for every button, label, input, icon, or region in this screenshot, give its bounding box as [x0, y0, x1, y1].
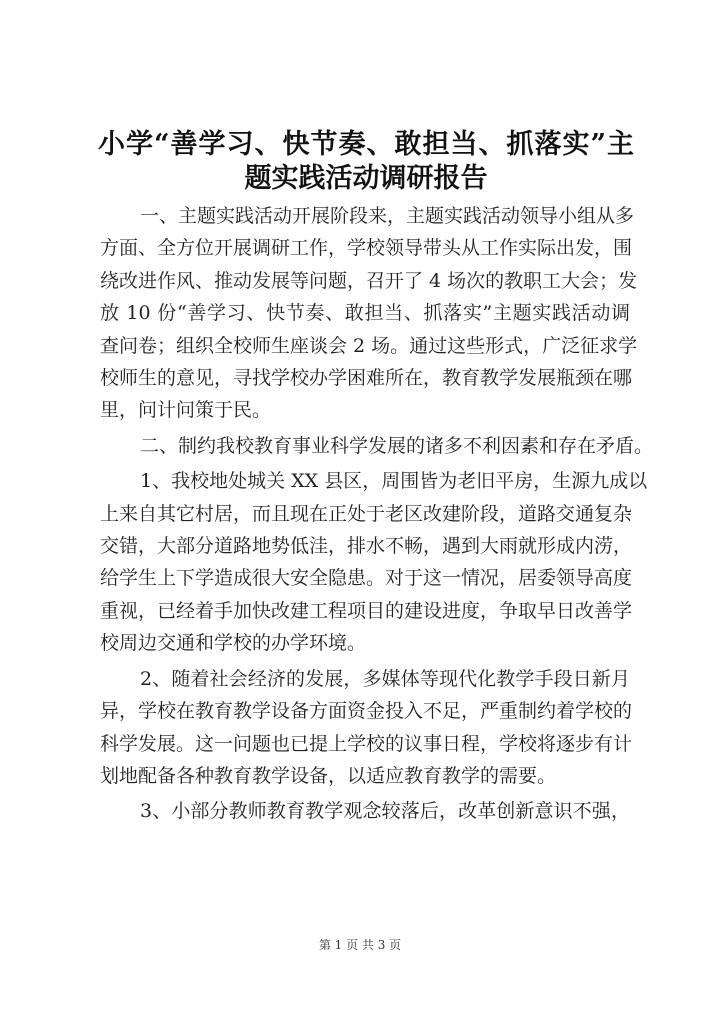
paragraph-line: 重视，已经着手加快改建工程项目的建设进度，争取早日改善学 [100, 599, 633, 622]
paragraph-line: 方面、全方位开展调研工作，学校领导带头从工作实际出发，围 [100, 237, 633, 260]
paragraph [100, 795, 630, 827]
paragraph-line: 里，问计问策于民。 [100, 399, 272, 422]
paragraph-line: 二、制约我校教育事业科学发展的诸多不利因素和存在矛盾。 [140, 434, 654, 457]
paragraph-line: 校周边交通和学校的办学环境。 [100, 632, 367, 655]
title-line-1: 小学“善学习、快节奏、敢担当、抓落实”主 [98, 129, 634, 160]
document-title [98, 128, 634, 196]
paragraph-line: 放 10 份“善学习、快节奏、敢担当、抓落实”主题实践活动调 [100, 302, 630, 325]
paragraph-line: 2、随着社会经济的发展，多媒体等现代化教学手段日新月 [140, 667, 630, 690]
paragraph-line: 1、我校地处城关 XX 县区，周围皆为老旧平房，生源九成以 [140, 470, 648, 493]
paragraph-line: 划地配备各种教育教学设备，以适应教育教学的需要。 [100, 764, 557, 787]
title-line-2: 题实践活动调研报告 [244, 163, 488, 194]
paragraph-line: 给学生上下学造成很大安全隐患。对于这一情况，居委领导高度 [100, 567, 633, 590]
paragraph-line: 绕改进作风、推动发展等问题，召开了 4 场次的教职工大会；发 [100, 269, 638, 292]
paragraph-line: 交错，大部分道路地势低洼，排水不畅，遇到大雨就形成内涝， [100, 535, 633, 558]
paragraph [100, 465, 648, 659]
paragraph-line: 异，学校在教育教学设备方面资金投入不足，严重制约着学校的 [100, 700, 633, 723]
paragraph [100, 430, 654, 462]
paragraph-line: 校师生的意见，寻找学校办学困难所在，教育教学发展瓶颈在哪 [100, 367, 633, 390]
page-footer: 第 1 页 共 3 页 [318, 938, 402, 952]
document-body [100, 200, 654, 831]
paragraph-line: 上来自其它村居，而且现在正处于老区改建阶段，道路交通复杂 [100, 502, 633, 525]
paragraph [100, 200, 638, 427]
paragraph-line: 3、小部分教师教育教学观念较落后，改革创新意识不强， [140, 800, 630, 823]
paragraph-line: 一、主题实践活动开展阶段来，主题实践活动领导小组从多 [140, 205, 635, 227]
paragraph [100, 663, 633, 793]
paragraph-line: 科学发展。这一问题也已提上学校的议事日程，学校将逐步有计 [100, 732, 633, 755]
paragraph-line: 查问卷；组织全校师生座谈会 2 场。通过这些形式，广泛征求学 [100, 334, 638, 357]
